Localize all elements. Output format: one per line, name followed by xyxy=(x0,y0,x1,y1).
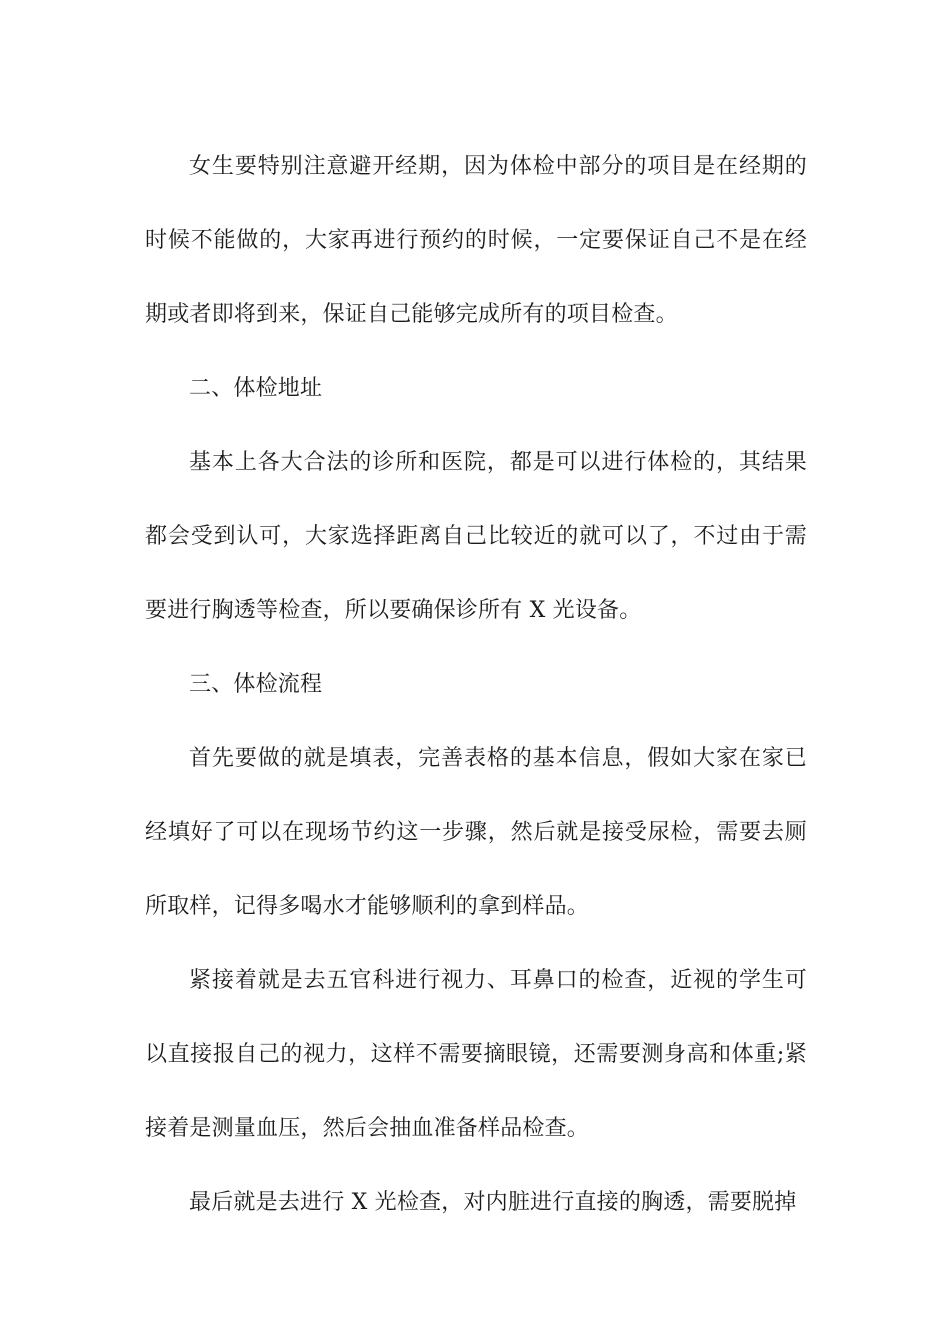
document-body xyxy=(145,130,807,1240)
paragraph-xray: 最后就是去进行 X 光检查，对内脏进行直接的胸透，需要脱掉 xyxy=(189,1190,797,1215)
paragraph-eye-ent-blood: 紧接着就是去五官科进行视力、耳鼻口的检查，近视的学生可以直接报自己的视力，这样不需要摘眼镜，还需要测身高和体重;紧接着是测量血压，然后会抽血准备样品检查。 xyxy=(145,968,807,1141)
paragraph-exam-location: 基本上各大合法的诊所和医院，都是可以进行体检的，其结果都会受到认可，大家选择距离自己比较近的就可以了，不过由于需要进行胸透等检查，所以要确保诊所有 X 光设备。 xyxy=(145,450,807,623)
paragraph-fill-form-urine-test: 首先要做的就是填表，完善表格的基本信息，假如大家在家已经填好了可以在现场节约这一步骤，然后就是接受尿检，需要去厕所取样，记得多喝水才能够顺利的拿到样品。 xyxy=(145,746,807,919)
section-heading-exam-location: 二、体检地址 xyxy=(189,376,323,401)
section-heading-exam-process: 三、体检流程 xyxy=(189,672,323,697)
paragraph-menstrual-period: 女生要特别注意避开经期，因为体检中部分的项目是在经期的时候不能做的，大家再进行预约的时候，一定要保证自己不是在经期或者即将到来，保证自己能够完成所有的项目检查。 xyxy=(145,154,807,327)
